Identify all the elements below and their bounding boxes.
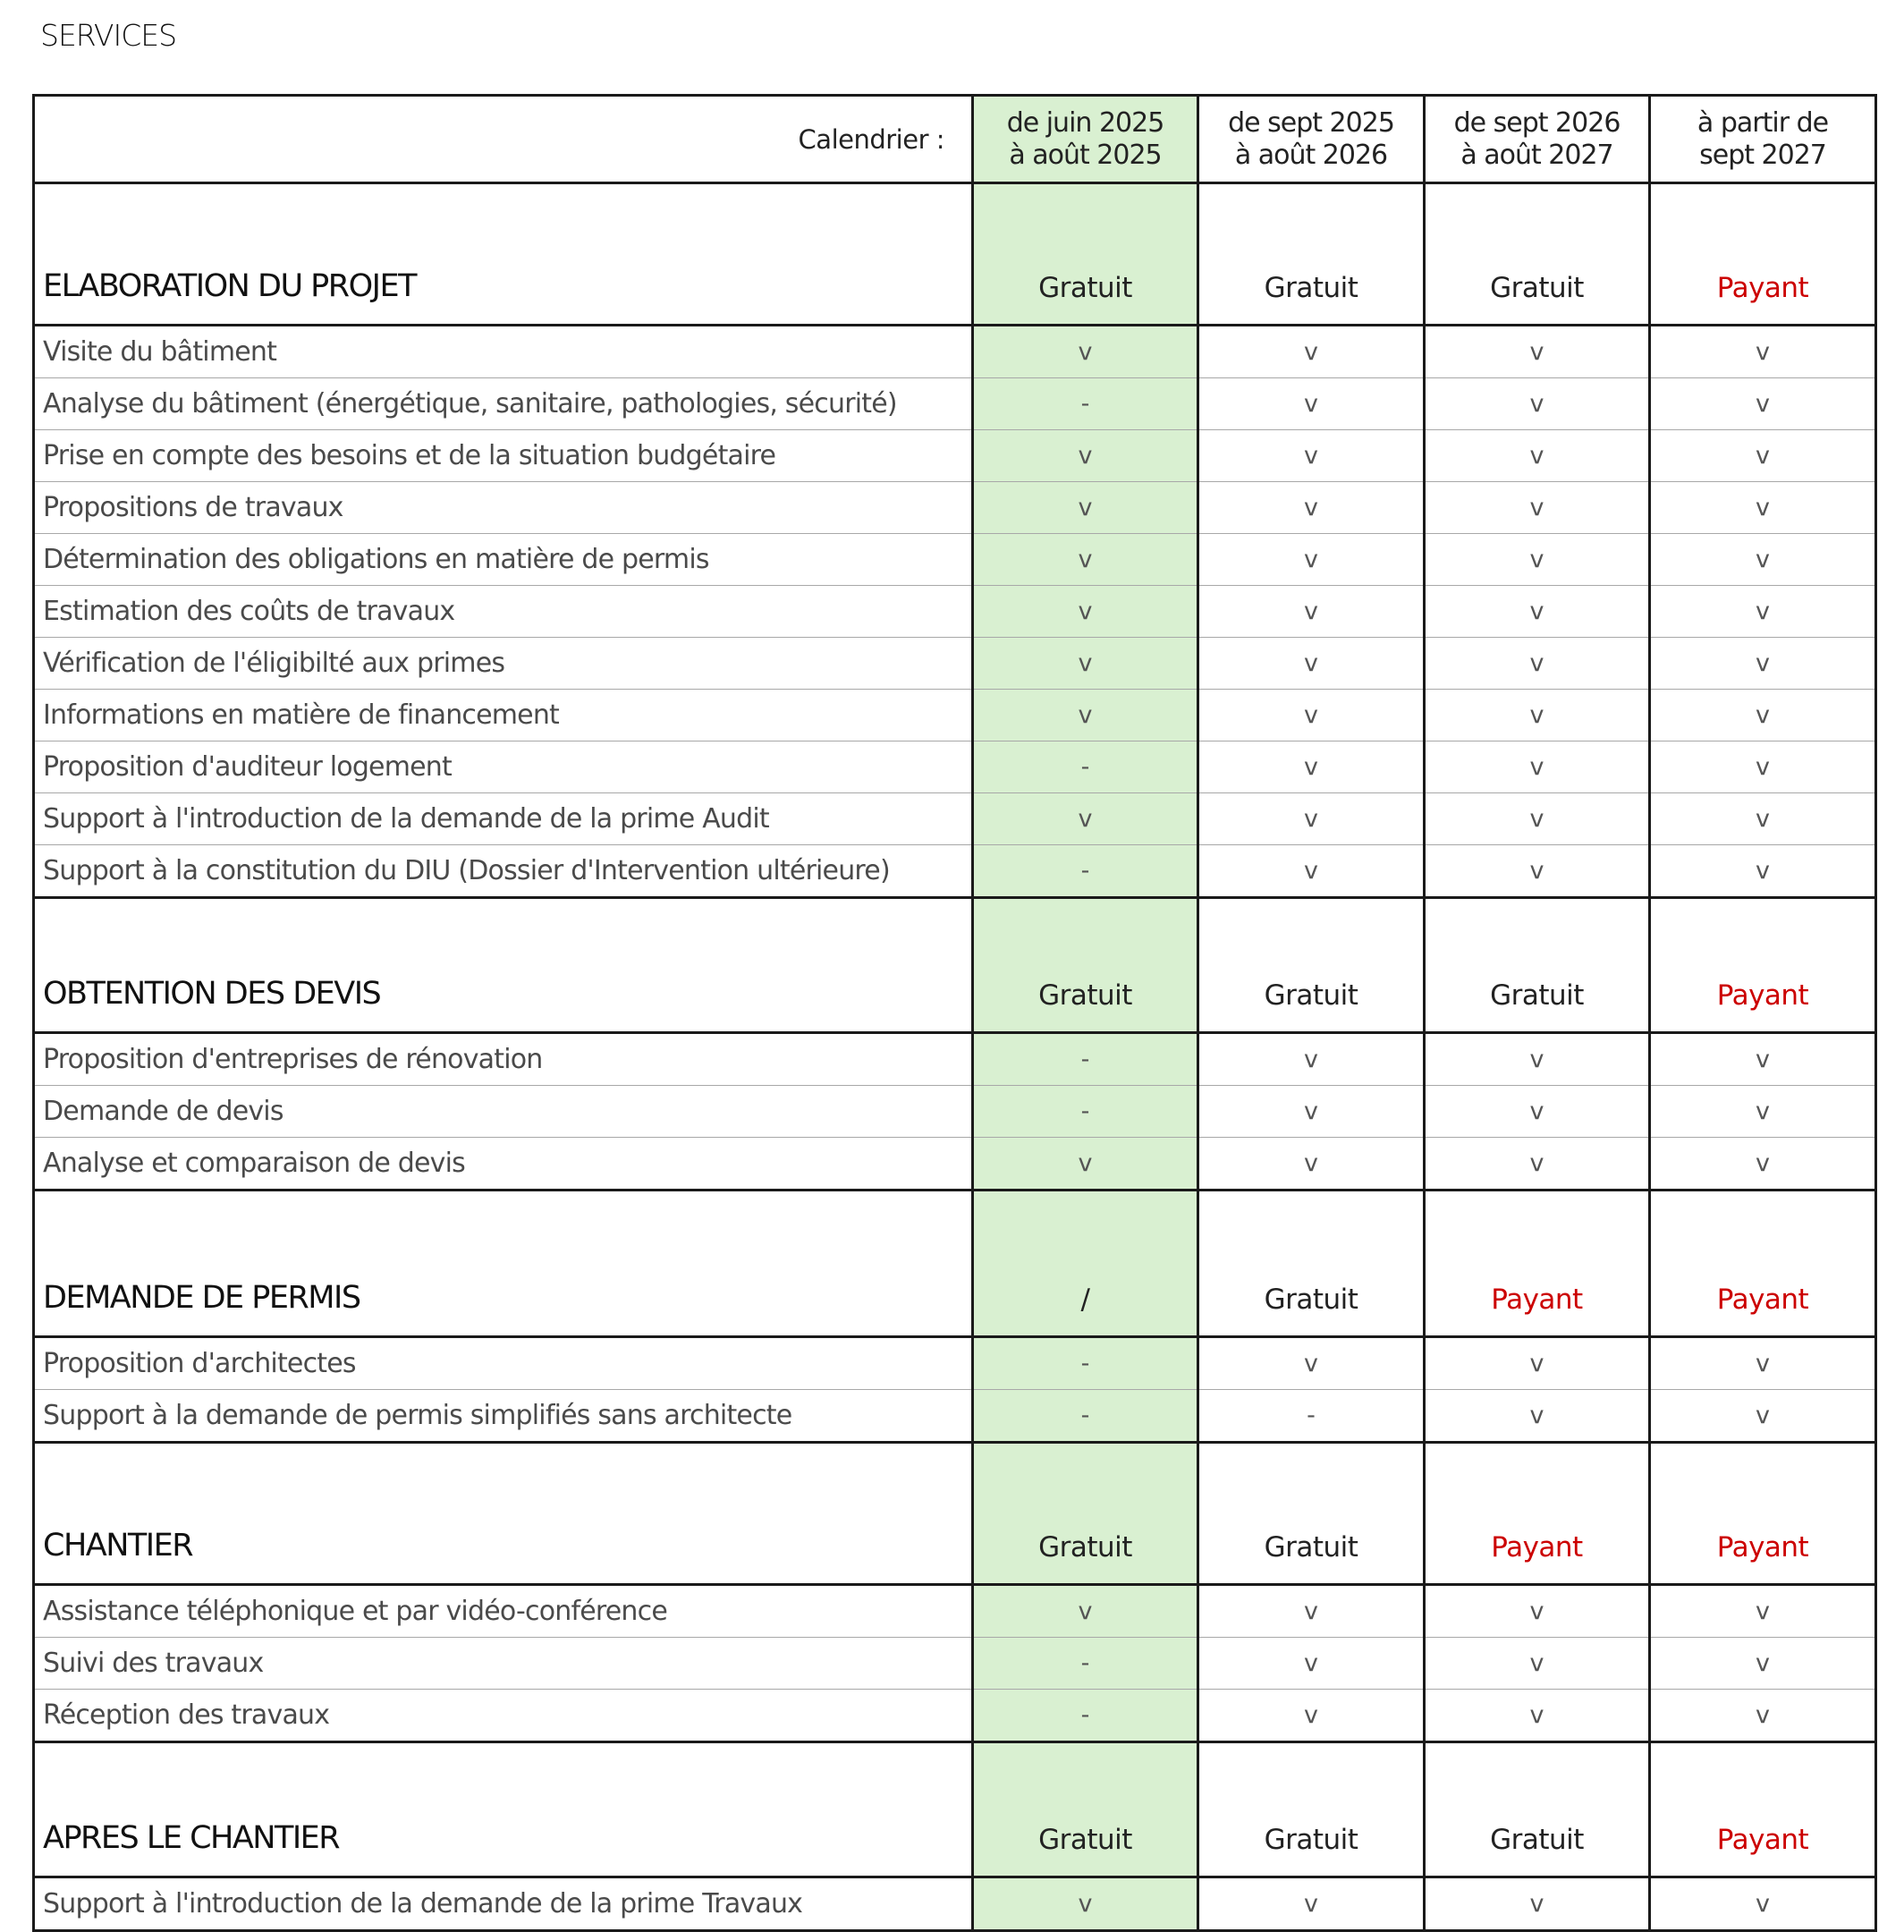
availability-mark: v	[1425, 378, 1650, 430]
period-line2: sept 2027	[1699, 139, 1826, 171]
availability-mark: v	[1650, 430, 1876, 482]
table-row	[34, 1086, 1876, 1138]
availability-mark: v	[1198, 1877, 1425, 1931]
period-line2: à août 2026	[1234, 139, 1388, 171]
price-label: Gratuit	[1198, 898, 1425, 1033]
availability-mark: v	[1650, 1877, 1876, 1931]
availability-mark: v	[973, 326, 1198, 378]
availability-mark: v	[1198, 741, 1425, 793]
price-label: Gratuit	[1198, 183, 1425, 326]
service-label: Support à l'introduction de la demande de la prime Audit	[34, 793, 973, 845]
availability-mark: v	[1650, 326, 1876, 378]
availability-mark: v	[1650, 793, 1876, 845]
service-label: Support à l'introduction de la demande de la prime Travaux	[34, 1877, 973, 1931]
availability-mark: v	[1650, 1690, 1876, 1742]
availability-mark: -	[973, 1390, 1198, 1443]
period-line1: à partir de	[1697, 106, 1829, 139]
availability-mark: v	[1425, 1138, 1650, 1191]
section-title: CHANTIER	[34, 1443, 973, 1585]
availability-mark: -	[973, 1337, 1198, 1390]
services-table	[32, 94, 1877, 1932]
availability-mark: v	[1650, 741, 1876, 793]
price-label: Gratuit	[973, 183, 1198, 326]
availability-mark: -	[973, 741, 1198, 793]
service-label: Proposition d'auditeur logement	[34, 741, 973, 793]
calendar-label: Calendrier :	[34, 96, 973, 183]
availability-mark: v	[973, 534, 1198, 586]
availability-mark: v	[1198, 1086, 1425, 1138]
price-label: Payant	[1650, 1443, 1876, 1585]
price-label: Payant	[1650, 1191, 1876, 1337]
availability-mark: -	[973, 845, 1198, 898]
price-label: Gratuit	[1425, 183, 1650, 326]
availability-mark: v	[1650, 1585, 1876, 1638]
availability-mark: v	[1198, 1033, 1425, 1086]
price-label: Gratuit	[1198, 1742, 1425, 1877]
availability-mark: v	[1425, 638, 1650, 690]
availability-mark: -	[1198, 1390, 1425, 1443]
availability-mark: v	[1650, 1638, 1876, 1690]
availability-mark: v	[1650, 1337, 1876, 1390]
availability-mark: v	[1198, 430, 1425, 482]
availability-mark: v	[1198, 586, 1425, 638]
section-title: DEMANDE DE PERMIS	[34, 1191, 973, 1337]
price-label: Gratuit	[973, 898, 1198, 1033]
availability-mark: v	[1425, 326, 1650, 378]
availability-mark: -	[973, 1638, 1198, 1690]
section-row	[34, 1191, 1876, 1337]
section-row	[34, 898, 1876, 1033]
price-label: Payant	[1650, 1742, 1876, 1877]
section-title: APRES LE CHANTIER	[34, 1742, 973, 1877]
section-row	[34, 1742, 1876, 1877]
table-row	[34, 1638, 1876, 1690]
availability-mark: v	[973, 586, 1198, 638]
availability-mark: v	[1198, 534, 1425, 586]
availability-mark: v	[973, 690, 1198, 741]
service-label: Support à la constitution du DIU (Dossier d'Intervention ultérieure)	[34, 845, 973, 898]
availability-mark: v	[1425, 1585, 1650, 1638]
availability-mark: v	[973, 430, 1198, 482]
availability-mark: v	[1425, 1033, 1650, 1086]
service-label: Vérification de l'éligibilté aux primes	[34, 638, 973, 690]
service-label: Support à la demande de permis simplifiés sans architecte	[34, 1390, 973, 1443]
availability-mark: v	[1198, 326, 1425, 378]
availability-mark: v	[1425, 1337, 1650, 1390]
period-header-2	[1198, 96, 1425, 183]
price-label: Gratuit	[1198, 1443, 1425, 1585]
service-label: Proposition d'entreprises de rénovation	[34, 1033, 973, 1086]
period-line1: de sept 2025	[1228, 106, 1394, 139]
price-label: Gratuit	[1198, 1191, 1425, 1337]
availability-mark: v	[1198, 1585, 1425, 1638]
price-label: /	[973, 1191, 1198, 1337]
table-row	[34, 482, 1876, 534]
availability-mark: v	[973, 1138, 1198, 1191]
availability-mark: v	[1650, 1138, 1876, 1191]
service-label: Prise en compte des besoins et de la situation budgétaire	[34, 430, 973, 482]
service-label: Informations en matière de financement	[34, 690, 973, 741]
table-row	[34, 638, 1876, 690]
availability-mark: v	[1650, 482, 1876, 534]
table-row	[34, 534, 1876, 586]
table-row	[34, 586, 1876, 638]
period-line1: de sept 2026	[1453, 106, 1621, 139]
period-header-4	[1650, 96, 1876, 183]
table-row	[34, 1690, 1876, 1742]
availability-mark: v	[1425, 534, 1650, 586]
period-header-1	[973, 96, 1198, 183]
table-row	[34, 1390, 1876, 1443]
availability-mark: v	[973, 638, 1198, 690]
availability-mark: v	[1650, 1033, 1876, 1086]
table-row	[34, 326, 1876, 378]
availability-mark: v	[1650, 534, 1876, 586]
availability-mark: v	[973, 1585, 1198, 1638]
availability-mark: v	[1198, 690, 1425, 741]
service-label: Estimation des coûts de travaux	[34, 586, 973, 638]
period-header-3	[1425, 96, 1650, 183]
availability-mark: v	[1425, 586, 1650, 638]
table-row	[34, 1138, 1876, 1191]
price-label: Payant	[1425, 1191, 1650, 1337]
price-label: Gratuit	[1425, 898, 1650, 1033]
availability-mark: v	[1198, 638, 1425, 690]
price-label: Payant	[1650, 183, 1876, 326]
service-label: Proposition d'architectes	[34, 1337, 973, 1390]
service-label: Demande de devis	[34, 1086, 973, 1138]
price-label: Gratuit	[973, 1443, 1198, 1585]
price-label: Gratuit	[1425, 1742, 1650, 1877]
availability-mark: v	[1650, 586, 1876, 638]
period-line2: à août 2027	[1460, 139, 1613, 171]
availability-mark: v	[1425, 741, 1650, 793]
section-row	[34, 183, 1876, 326]
table-row	[34, 378, 1876, 430]
service-label: Assistance téléphonique et par vidéo-conférence	[34, 1585, 973, 1638]
availability-mark: v	[1198, 793, 1425, 845]
page-title: SERVICES	[40, 18, 177, 53]
period-line1: de juin 2025	[1006, 106, 1164, 139]
section-title: ELABORATION DU PROJET	[34, 183, 973, 326]
price-label: Gratuit	[973, 1742, 1198, 1877]
price-label: Payant	[1650, 898, 1876, 1033]
table-row	[34, 741, 1876, 793]
availability-mark: v	[1198, 845, 1425, 898]
section-title: OBTENTION DES DEVIS	[34, 898, 973, 1033]
availability-mark: v	[1425, 1638, 1650, 1690]
availability-mark: -	[973, 1086, 1198, 1138]
availability-mark: v	[1198, 1337, 1425, 1390]
service-label: Suivi des travaux	[34, 1638, 973, 1690]
table-row	[34, 690, 1876, 741]
table-row	[34, 1033, 1876, 1086]
availability-mark: v	[1198, 482, 1425, 534]
availability-mark: v	[1198, 378, 1425, 430]
table-row	[34, 845, 1876, 898]
availability-mark: v	[1650, 378, 1876, 430]
availability-mark: v	[1650, 845, 1876, 898]
period-line2: à août 2025	[1009, 139, 1162, 171]
section-row	[34, 1443, 1876, 1585]
service-label: Visite du bâtiment	[34, 326, 973, 378]
availability-mark: v	[1650, 690, 1876, 741]
availability-mark: v	[1650, 1086, 1876, 1138]
availability-mark: v	[1425, 793, 1650, 845]
table-row	[34, 430, 1876, 482]
table-row	[34, 1585, 1876, 1638]
table-row	[34, 1877, 1876, 1931]
availability-mark: v	[1425, 482, 1650, 534]
service-label: Analyse du bâtiment (énergétique, sanitaire, pathologies, sécurité)	[34, 378, 973, 430]
availability-mark: -	[973, 1033, 1198, 1086]
calendar-header-row	[34, 96, 1876, 183]
service-label: Détermination des obligations en matière de permis	[34, 534, 973, 586]
service-label: Analyse et comparaison de devis	[34, 1138, 973, 1191]
availability-mark: v	[1425, 1086, 1650, 1138]
table-row	[34, 793, 1876, 845]
availability-mark: v	[1650, 638, 1876, 690]
availability-mark: v	[973, 482, 1198, 534]
availability-mark: -	[973, 1690, 1198, 1742]
availability-mark: v	[1198, 1138, 1425, 1191]
availability-mark: v	[1198, 1690, 1425, 1742]
availability-mark: v	[973, 793, 1198, 845]
availability-mark: -	[973, 378, 1198, 430]
availability-mark: v	[1425, 1390, 1650, 1443]
availability-mark: v	[1650, 1390, 1876, 1443]
availability-mark: v	[1425, 1690, 1650, 1742]
service-label: Propositions de travaux	[34, 482, 973, 534]
price-label: Payant	[1425, 1443, 1650, 1585]
availability-mark: v	[1425, 845, 1650, 898]
availability-mark: v	[1425, 690, 1650, 741]
availability-mark: v	[1425, 430, 1650, 482]
table-row	[34, 1337, 1876, 1390]
availability-mark: v	[973, 1877, 1198, 1931]
service-label: Réception des travaux	[34, 1690, 973, 1742]
availability-mark: v	[1425, 1877, 1650, 1931]
availability-mark: v	[1198, 1638, 1425, 1690]
